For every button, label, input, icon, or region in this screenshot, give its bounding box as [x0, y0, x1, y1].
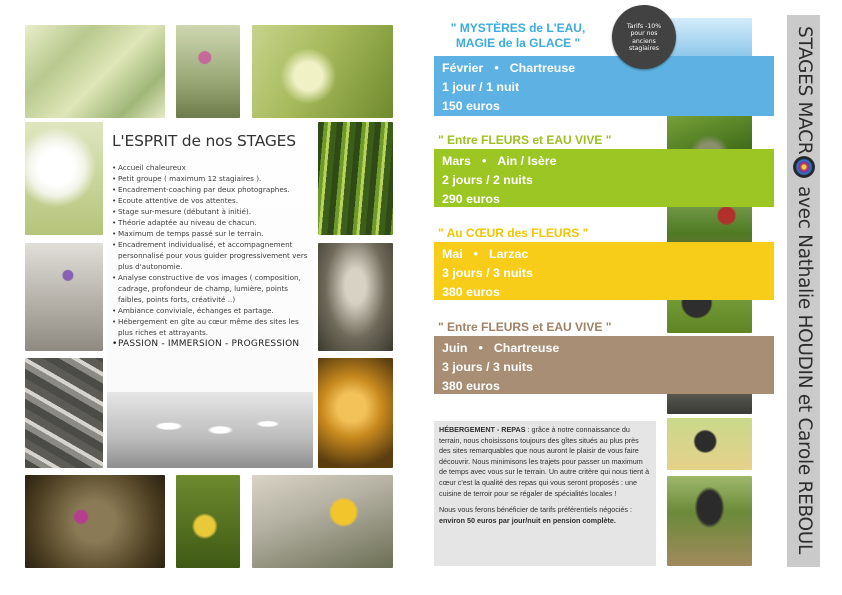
- info-paragraph: [439, 505, 651, 526]
- esprit-item: • Encadrement individualisé, et accompagnement personnalisé pour vous guider progressivement vers plus d'autonomie.: [112, 239, 311, 272]
- photo-amber-ice: [318, 358, 393, 468]
- camera-lens-icon: [793, 156, 815, 178]
- esprit-item: • Petit groupe ( maximum 12 stagiaires ).: [112, 173, 311, 184]
- stage-band-3: [434, 242, 774, 300]
- stage-title-4: [438, 320, 638, 335]
- stage-title-3: [438, 226, 606, 241]
- esprit-item: • Stage sur-mesure (débutant à initié).: [112, 206, 311, 217]
- info-paragraph: [439, 425, 651, 499]
- photo-water-droplets: [107, 392, 313, 468]
- stage-place: Larzac: [489, 247, 529, 261]
- esprit-panel: [107, 122, 313, 392]
- esprit-item: • Analyse constructive de vos images ( composition, cadrage, profondeur de champ, lumière, points faibles, points forts, créativité ..): [112, 272, 311, 305]
- esprit-heading: L'ESPRIT de nos STAGES: [112, 132, 296, 150]
- stage-duration: 3 jours / 3 nuits: [442, 266, 533, 280]
- info-lead: HÉBERGEMENT - REPAS: [439, 425, 526, 434]
- discount-badge: [612, 5, 676, 69]
- separator-dot: •: [481, 154, 487, 168]
- photo-ice-crystals: [25, 358, 103, 468]
- stage-duration: 3 jours / 3 nuits: [442, 360, 533, 374]
- esprit-item: • Encadrement-coaching par deux photographes.: [112, 184, 311, 195]
- photo-green-bokeh-flower: [252, 25, 393, 118]
- stage-title-line: " MYSTÈRES de L'EAU,: [450, 21, 586, 35]
- photo-white-flower: [25, 122, 103, 235]
- stage-band-1: [434, 56, 774, 116]
- stage-when-where: [442, 245, 774, 264]
- photo-fritillary-flower: [176, 25, 240, 118]
- stage-place: Ain / Isère: [497, 154, 557, 168]
- stage-when-where: [442, 59, 774, 78]
- stage-price: 150 euros: [442, 99, 500, 113]
- accommodation-info: [434, 421, 656, 566]
- photo-dark-orchid: [318, 243, 393, 351]
- esprit-list: [112, 162, 311, 351]
- photo-photographer-lying: [667, 418, 752, 470]
- stage-title-line: " Entre FLEURS et EAU VIVE ": [438, 133, 612, 147]
- stage-price: 290 euros: [442, 192, 500, 206]
- photo-pink-flower-dark: [25, 475, 165, 568]
- photo-purple-crocus: [25, 243, 103, 351]
- photo-photographer-water: [667, 476, 752, 566]
- esprit-item: • Ambiance conviviale, échanges et partage.: [112, 305, 311, 316]
- esprit-item: • Accueil chaleureux: [112, 162, 311, 173]
- photo-lady-slipper-orchid: [176, 475, 240, 568]
- esprit-item: • Ecoute attentive de vos attentes.: [112, 195, 311, 206]
- info-price-note: environ 50 euros par jour/nuit en pension complète.: [439, 515, 616, 525]
- separator-dot: •: [473, 247, 478, 261]
- stage-place: Chartreuse: [509, 61, 576, 75]
- stage-month: Mars: [442, 154, 471, 168]
- separator-dot: •: [478, 341, 483, 355]
- badge-line: Tarifs -10%: [626, 23, 662, 30]
- side-title-part: avec Nathalie HOUDIN et Carole REBOUL: [794, 180, 815, 555]
- stage-price: 380 euros: [442, 379, 500, 393]
- stage-duration: 2 jours / 2 nuits: [442, 173, 533, 187]
- esprit-item: • Théorie adaptée au niveau de chacun.: [112, 217, 311, 228]
- badge-line: anciens: [632, 37, 656, 45]
- esprit-item: • Hébergement en gîte au cœur même des sites les plus riches et attrayants.: [112, 316, 311, 338]
- stage-title-line: " Au CŒUR des FLEURS ": [438, 226, 589, 240]
- badge-line: stagiaires: [628, 45, 660, 53]
- esprit-item: • Maximum de temps passé sur le terrain.: [112, 228, 311, 239]
- stage-when-where: [442, 152, 774, 171]
- stage-month: Juin: [442, 341, 468, 355]
- side-title: [789, 26, 819, 556]
- stage-duration: 1 jour / 1 nuit: [442, 80, 520, 94]
- photo-green-stems: [318, 122, 393, 235]
- photo-grass-blades: [25, 25, 165, 118]
- stage-place: Chartreuse: [493, 341, 560, 355]
- side-title-part: STAGES MACR: [794, 26, 815, 155]
- stage-month: Février: [442, 61, 484, 75]
- esprit-closing: • PASSION - IMMERSION - PROGRESSION: [112, 338, 311, 351]
- stage-band-4: [434, 336, 774, 394]
- photo-yellow-flower: [252, 475, 393, 568]
- stage-month: Mai: [442, 247, 463, 261]
- stage-title-1: [438, 21, 598, 51]
- separator-dot: •: [494, 61, 499, 75]
- stage-title-line: " Entre FLEURS et EAU VIVE ": [438, 320, 612, 334]
- stage-price: 380 euros: [442, 285, 500, 299]
- stage-title-line: MAGIE de la GLACE ": [455, 36, 581, 50]
- stage-title-2: [438, 133, 636, 148]
- info-text: Nous vous ferons bénéficier de tarifs préférentiels négociés :: [439, 505, 632, 515]
- badge-line: pour nos: [630, 30, 658, 38]
- stage-band-2: [434, 149, 774, 207]
- stage-when-where: [442, 339, 774, 358]
- info-text: : grâce à notre connaissance du terrain, nous choisissons toujours des gîtes situés au plus près des sites remarquables que nous auront le plaisir de vous faire découvrir. Nous minimisons les trajets pour passer un maximum de temps avec vous sur le terrain. Un autre critère qui nous tient à cœur c'est la qualité des repas qui vous seront proposés : une cuisine de terroir pour se régaler de spécialités locales !: [439, 425, 650, 498]
